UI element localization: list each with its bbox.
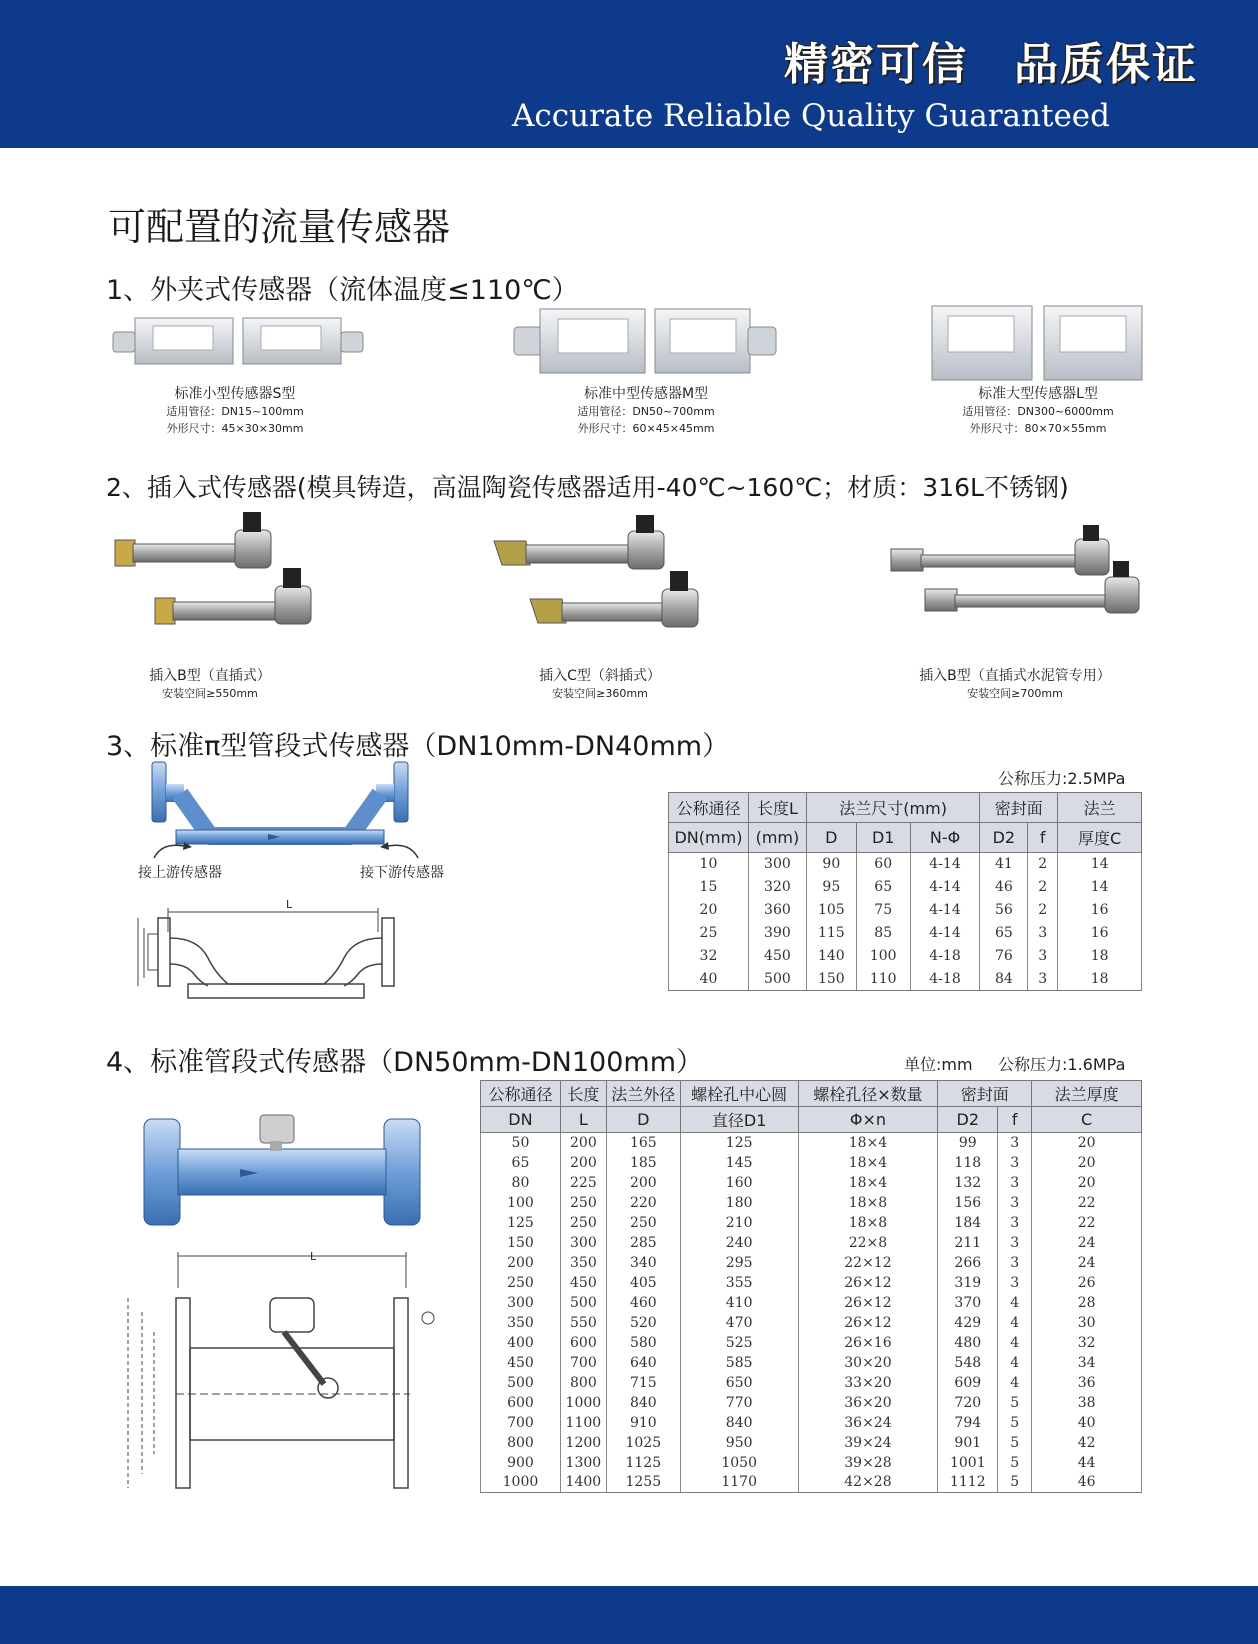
tube-subheader: f bbox=[998, 1107, 1032, 1133]
tube-table-cell: 1170 bbox=[680, 1473, 798, 1493]
pi-sensor-drawing bbox=[128, 898, 428, 1004]
slogan-chinese: 精密可信 品质保证 bbox=[784, 39, 1198, 90]
tube-table-cell: 1100 bbox=[560, 1413, 606, 1433]
pi-table-cell: 3 bbox=[1028, 922, 1058, 945]
pi-table-cell: 140 bbox=[806, 945, 856, 968]
pi-table-cell: 76 bbox=[980, 945, 1028, 968]
tube-table-cell: 250 bbox=[560, 1213, 606, 1233]
pi-table-cell: 500 bbox=[748, 968, 806, 991]
tube-table-cell: 150 bbox=[481, 1233, 561, 1253]
tube-table-row bbox=[481, 1153, 1142, 1173]
pi-header-length: 长度L bbox=[748, 793, 806, 823]
tube-table-cell: 4 bbox=[998, 1353, 1032, 1373]
tube-table-cell: 400 bbox=[481, 1333, 561, 1353]
tube-table-cell: 18×8 bbox=[798, 1193, 938, 1213]
clamp-s-caption bbox=[135, 386, 335, 437]
pi-header-seal: 密封面 bbox=[980, 793, 1058, 823]
tube-table-cell: 200 bbox=[606, 1173, 680, 1193]
tube-table-cell: 18×4 bbox=[798, 1173, 938, 1193]
clamp-s-name: 标准小型传感器S型 bbox=[174, 386, 296, 402]
tube-table-cell: 800 bbox=[560, 1373, 606, 1393]
tube-table-cell: 100 bbox=[481, 1193, 561, 1213]
pi-spec-table bbox=[668, 792, 1142, 991]
tube-table-cell: 300 bbox=[481, 1293, 561, 1313]
pi-table-cell: 32 bbox=[669, 945, 749, 968]
tube-table-cell: 650 bbox=[680, 1373, 798, 1393]
downstream-label: 接下游传感器 bbox=[360, 865, 444, 881]
pi-table-cell: 20 bbox=[669, 899, 749, 922]
tube-table-row bbox=[481, 1253, 1142, 1273]
tube-table-cell: 900 bbox=[481, 1453, 561, 1473]
clamp-m-pipe: 适用管径：DN50~700mm bbox=[577, 405, 715, 418]
tube-table-cell: 20 bbox=[1032, 1133, 1142, 1153]
tube-table-cell: 4 bbox=[998, 1373, 1032, 1393]
pi-table-cell: 4-14 bbox=[910, 922, 980, 945]
pi-table-cell: 41 bbox=[980, 853, 1028, 876]
insertion-b-caption bbox=[110, 668, 310, 702]
insertion-c-caption bbox=[500, 668, 700, 702]
tube-table-cell: 50 bbox=[481, 1133, 561, 1153]
tube-table-row bbox=[481, 1353, 1142, 1373]
pi-table-row bbox=[669, 922, 1142, 945]
pi-table-cell: 450 bbox=[748, 945, 806, 968]
clamp-m-size: 外形尺寸：60×45×45mm bbox=[577, 422, 715, 435]
tube-table-cell: 794 bbox=[938, 1413, 998, 1433]
tube-table-cell: 720 bbox=[938, 1393, 998, 1413]
section-3-heading: 3、标准π型管段式传感器（DN10mm-DN40mm） bbox=[106, 731, 730, 762]
tube-table-cell: 715 bbox=[606, 1373, 680, 1393]
tube-table-cell: 950 bbox=[680, 1433, 798, 1453]
clamp-l-caption bbox=[938, 386, 1138, 437]
pi-table-cell: 3 bbox=[1028, 968, 1058, 991]
page-title: 可配置的流量传感器 bbox=[108, 205, 451, 249]
tube-table-cell: 180 bbox=[680, 1193, 798, 1213]
tube-table-cell: 5 bbox=[998, 1453, 1032, 1473]
tube-table-row bbox=[481, 1193, 1142, 1213]
pi-subheader: 厚度C bbox=[1058, 823, 1142, 853]
tube-table-cell: 36×20 bbox=[798, 1393, 938, 1413]
tube-table-cell: 405 bbox=[606, 1273, 680, 1293]
clamp-m-caption bbox=[546, 386, 746, 437]
tube-table-cell: 30 bbox=[1032, 1313, 1142, 1333]
insertion-c-name: 插入C型（斜插式） bbox=[539, 668, 661, 684]
tube-table-cell: 125 bbox=[481, 1213, 561, 1233]
pi-subheader: N-Φ bbox=[910, 823, 980, 853]
tube-table-cell: 3 bbox=[998, 1233, 1032, 1253]
pi-header-dn: 公称通径 bbox=[669, 793, 749, 823]
pi-table-cell: 360 bbox=[748, 899, 806, 922]
tube-table-cell: 266 bbox=[938, 1253, 998, 1273]
tube-subheader: D bbox=[606, 1107, 680, 1133]
pi-table-cell: 3 bbox=[1028, 945, 1058, 968]
tube-table-cell: 1050 bbox=[680, 1453, 798, 1473]
tube-table-cell: 1200 bbox=[560, 1433, 606, 1453]
tube-table-cell: 225 bbox=[560, 1173, 606, 1193]
tube-table-cell: 4 bbox=[998, 1293, 1032, 1313]
tube-table-cell: 118 bbox=[938, 1153, 998, 1173]
pi-table-cell: 2 bbox=[1028, 899, 1058, 922]
tube-table-row bbox=[481, 1333, 1142, 1353]
tube-table-cell: 700 bbox=[481, 1413, 561, 1433]
tube-table-cell: 24 bbox=[1032, 1253, 1142, 1273]
tube-spec-table bbox=[480, 1080, 1142, 1493]
tube-table-cell: 1400 bbox=[560, 1473, 606, 1493]
tube-table-cell: 350 bbox=[560, 1253, 606, 1273]
insertion-sensor-b-image bbox=[105, 510, 315, 640]
tube-table-cell: 44 bbox=[1032, 1453, 1142, 1473]
tube-table-cell: 3 bbox=[998, 1133, 1032, 1153]
pi-table-cell: 4-14 bbox=[910, 853, 980, 876]
tube-table-cell: 30×20 bbox=[798, 1353, 938, 1373]
pi-table-cell: 110 bbox=[856, 968, 910, 991]
pi-table-cell: 85 bbox=[856, 922, 910, 945]
pi-table-row bbox=[669, 968, 1142, 991]
tube-header-flange-od: 法兰外径 bbox=[606, 1081, 680, 1107]
tube-table-cell: 1112 bbox=[938, 1473, 998, 1493]
tube-table-cell: 160 bbox=[680, 1173, 798, 1193]
pi-subheader: DN(mm) bbox=[669, 823, 749, 853]
tube-table-cell: 4 bbox=[998, 1313, 1032, 1333]
pi-subheader: f bbox=[1028, 823, 1058, 853]
tube-table-cell: 600 bbox=[560, 1333, 606, 1353]
tube-table-cell: 319 bbox=[938, 1273, 998, 1293]
tube-table-cell: 525 bbox=[680, 1333, 798, 1353]
tube-table-cell: 200 bbox=[560, 1133, 606, 1153]
pi-table-cell: 150 bbox=[806, 968, 856, 991]
clamp-s-pipe: 适用管径：DN15~100mm bbox=[166, 405, 304, 418]
tube-table-cell: 295 bbox=[680, 1253, 798, 1273]
tube-table-cell: 770 bbox=[680, 1393, 798, 1413]
tube-table-cell: 20 bbox=[1032, 1173, 1142, 1193]
tube-table-cell: 250 bbox=[560, 1193, 606, 1213]
pi-subheader: D2 bbox=[980, 823, 1028, 853]
pi-table-cell: 300 bbox=[748, 853, 806, 876]
tube-table-row bbox=[481, 1393, 1142, 1413]
tube-table-cell: 210 bbox=[680, 1213, 798, 1233]
pi-table-cell: 100 bbox=[856, 945, 910, 968]
pi-table-cell: 390 bbox=[748, 922, 806, 945]
tube-table-row bbox=[481, 1293, 1142, 1313]
tube-table-cell: 840 bbox=[606, 1393, 680, 1413]
pi-table-row bbox=[669, 945, 1142, 968]
tube-table-cell: 350 bbox=[481, 1313, 561, 1333]
tube-subheader: DN bbox=[481, 1107, 561, 1133]
tube-table-cell: 3 bbox=[998, 1213, 1032, 1233]
tube-table-cell: 480 bbox=[938, 1333, 998, 1353]
tube-sensor-image bbox=[140, 1105, 430, 1235]
tube-table-cell: 38 bbox=[1032, 1393, 1142, 1413]
insertion-b-cement-name: 插入B型（直插式水泥管专用） bbox=[919, 668, 1111, 684]
pi-subheader: (mm) bbox=[748, 823, 806, 853]
tube-subheader: Φ×n bbox=[798, 1107, 938, 1133]
tube-table-row bbox=[481, 1473, 1142, 1493]
tube-table-cell: 4 bbox=[998, 1333, 1032, 1353]
tube-table-cell: 80 bbox=[481, 1173, 561, 1193]
tube-table-row bbox=[481, 1133, 1142, 1153]
pi-table-cell: 14 bbox=[1058, 876, 1142, 899]
tube-table-cell: 184 bbox=[938, 1213, 998, 1233]
tube-table-cell: 250 bbox=[606, 1213, 680, 1233]
pi-table-row bbox=[669, 876, 1142, 899]
tube-table-cell: 46 bbox=[1032, 1473, 1142, 1493]
pi-table-cell: 90 bbox=[806, 853, 856, 876]
pi-table-cell: 18 bbox=[1058, 968, 1142, 991]
tube-table-cell: 22 bbox=[1032, 1213, 1142, 1233]
tube-table-cell: 26×16 bbox=[798, 1333, 938, 1353]
insertion-sensor-b-cement-image bbox=[885, 525, 1145, 635]
tube-table-cell: 125 bbox=[680, 1133, 798, 1153]
tube-table-cell: 20 bbox=[1032, 1153, 1142, 1173]
tube-table-cell: 211 bbox=[938, 1233, 998, 1253]
insertion-b-cement-space: 安装空间≥700mm bbox=[967, 687, 1063, 700]
pi-table-cell: 4-14 bbox=[910, 876, 980, 899]
tube-table-cell: 1000 bbox=[560, 1393, 606, 1413]
tube-table-cell: 18×4 bbox=[798, 1153, 938, 1173]
tube-table-cell: 340 bbox=[606, 1253, 680, 1273]
pi-table-cell: 2 bbox=[1028, 876, 1058, 899]
pi-table-cell: 95 bbox=[806, 876, 856, 899]
tube-table-cell: 5 bbox=[998, 1433, 1032, 1453]
tube-table-cell: 1125 bbox=[606, 1453, 680, 1473]
tube-table-cell: 370 bbox=[938, 1293, 998, 1313]
pi-table-cell: 40 bbox=[669, 968, 749, 991]
tube-table-cell: 410 bbox=[680, 1293, 798, 1313]
tube-table-cell: 1001 bbox=[938, 1453, 998, 1473]
tube-table-row bbox=[481, 1433, 1142, 1453]
tube-table-cell: 901 bbox=[938, 1433, 998, 1453]
tube-table-cell: 840 bbox=[680, 1413, 798, 1433]
tube-table-cell: 36×24 bbox=[798, 1413, 938, 1433]
tube-table-cell: 600 bbox=[481, 1393, 561, 1413]
tube-table-cell: 470 bbox=[680, 1313, 798, 1333]
insertion-b-name: 插入B型（直插式） bbox=[149, 668, 271, 684]
clamp-sensor-s-image bbox=[105, 312, 365, 372]
tube-table-cell: 22 bbox=[1032, 1193, 1142, 1213]
header-banner bbox=[0, 0, 1258, 148]
tube-table-cell: 32 bbox=[1032, 1333, 1142, 1353]
pi-table-body bbox=[669, 853, 1142, 991]
tube-header-bolt-circle: 螺栓孔中心圆 bbox=[680, 1081, 798, 1107]
tube-header-dn: 公称通径 bbox=[481, 1081, 561, 1107]
tube-header-seal: 密封面 bbox=[938, 1081, 1032, 1107]
tube-table-cell: 300 bbox=[560, 1233, 606, 1253]
tube-table-cell: 450 bbox=[481, 1353, 561, 1373]
insertion-b-cement-caption bbox=[900, 668, 1130, 702]
pi-table-cell: 65 bbox=[980, 922, 1028, 945]
tube-table-cell: 250 bbox=[481, 1273, 561, 1293]
pi-table-cell: 105 bbox=[806, 899, 856, 922]
tube-table-cell: 24 bbox=[1032, 1233, 1142, 1253]
pi-table-cell: 4-18 bbox=[910, 968, 980, 991]
tube-table-cell: 40 bbox=[1032, 1413, 1142, 1433]
pi-table-cell: 65 bbox=[856, 876, 910, 899]
tube-table-cell: 18×4 bbox=[798, 1133, 938, 1153]
tube-table-row bbox=[481, 1313, 1142, 1333]
tube-table-cell: 3 bbox=[998, 1193, 1032, 1213]
pi-table-cell: 4-18 bbox=[910, 945, 980, 968]
section-1-heading: 1、外夹式传感器（流体温度≤110℃） bbox=[106, 275, 579, 306]
tube-table-cell: 185 bbox=[606, 1153, 680, 1173]
tube-table-cell: 33×20 bbox=[798, 1373, 938, 1393]
pi-subheader: D bbox=[806, 823, 856, 853]
tube-table-cell: 165 bbox=[606, 1133, 680, 1153]
tube-table-cell: 910 bbox=[606, 1413, 680, 1433]
tube-table-cell: 200 bbox=[560, 1153, 606, 1173]
pi-subheader: D1 bbox=[856, 823, 910, 853]
tube-pressure-note: 公称压力:1.6MPa bbox=[998, 1055, 1126, 1074]
tube-table-cell: 500 bbox=[560, 1293, 606, 1313]
tube-table-cell: 3 bbox=[998, 1273, 1032, 1293]
tube-table-row bbox=[481, 1273, 1142, 1293]
tube-table-body bbox=[481, 1133, 1142, 1493]
tube-table-cell: 609 bbox=[938, 1373, 998, 1393]
tube-table-cell: 1255 bbox=[606, 1473, 680, 1493]
tube-table-row bbox=[481, 1213, 1142, 1233]
pi-table-cell: 25 bbox=[669, 922, 749, 945]
tube-subheader: D2 bbox=[938, 1107, 998, 1133]
tube-table-cell: 548 bbox=[938, 1353, 998, 1373]
tube-table-cell: 500 bbox=[481, 1373, 561, 1393]
pi-table-cell: 115 bbox=[806, 922, 856, 945]
tube-subheader: C bbox=[1032, 1107, 1142, 1133]
pi-table-cell: 2 bbox=[1028, 853, 1058, 876]
pi-table-cell: 16 bbox=[1058, 899, 1142, 922]
tube-table-cell: 26 bbox=[1032, 1273, 1142, 1293]
tube-table-cell: 65 bbox=[481, 1153, 561, 1173]
unit-note: 单位:mm bbox=[904, 1055, 973, 1074]
tube-table-cell: 240 bbox=[680, 1233, 798, 1253]
tube-table-cell: 145 bbox=[680, 1153, 798, 1173]
tube-table-cell: 1300 bbox=[560, 1453, 606, 1473]
tube-table-cell: 3 bbox=[998, 1253, 1032, 1273]
insertion-c-space: 安装空间≥360mm bbox=[552, 687, 648, 700]
tube-table-cell: 5 bbox=[998, 1473, 1032, 1493]
tube-table-cell: 18×8 bbox=[798, 1213, 938, 1233]
tube-table-cell: 520 bbox=[606, 1313, 680, 1333]
tube-table-cell: 700 bbox=[560, 1353, 606, 1373]
clamp-sensor-m-image bbox=[510, 305, 780, 380]
tube-table-row bbox=[481, 1173, 1142, 1193]
pi-table-cell: 15 bbox=[669, 876, 749, 899]
pi-sensor-arrows bbox=[152, 840, 422, 860]
pi-table-cell: 75 bbox=[856, 899, 910, 922]
slogan-english: Accurate Reliable Quality Guaranteed bbox=[512, 98, 1110, 134]
tube-table-cell: 285 bbox=[606, 1233, 680, 1253]
pi-table-cell: 56 bbox=[980, 899, 1028, 922]
tube-table-cell: 220 bbox=[606, 1193, 680, 1213]
insertion-b-space: 安装空间≥550mm bbox=[162, 687, 258, 700]
tube-table-cell: 640 bbox=[606, 1353, 680, 1373]
tube-table-cell: 42×28 bbox=[798, 1473, 938, 1493]
tube-table-cell: 450 bbox=[560, 1273, 606, 1293]
insertion-sensor-c-image bbox=[490, 515, 710, 640]
pi-table-cell: 320 bbox=[748, 876, 806, 899]
tube-table-cell: 22×12 bbox=[798, 1253, 938, 1273]
tube-subheader: L bbox=[560, 1107, 606, 1133]
tube-sensor-drawing bbox=[120, 1248, 455, 1498]
tube-table-cell: 800 bbox=[481, 1433, 561, 1453]
tube-header-thickness: 法兰厚度 bbox=[1032, 1081, 1142, 1107]
tube-table-cell: 26×12 bbox=[798, 1273, 938, 1293]
clamp-sensor-l-image bbox=[928, 302, 1148, 384]
tube-table-cell: 3 bbox=[998, 1173, 1032, 1193]
tube-table-cell: 99 bbox=[938, 1133, 998, 1153]
pi-table-row bbox=[669, 899, 1142, 922]
pi-header-flange-c: 法兰 bbox=[1058, 793, 1142, 823]
clamp-l-name: 标准大型传感器L型 bbox=[978, 386, 1098, 402]
tube-table-cell: 429 bbox=[938, 1313, 998, 1333]
footer-band bbox=[0, 1586, 1258, 1644]
tube-table-cell: 460 bbox=[606, 1293, 680, 1313]
pi-pressure-note: 公称压力:2.5MPa bbox=[998, 769, 1126, 788]
pi-header-flange: 法兰尺寸(mm) bbox=[806, 793, 980, 823]
pi-table-cell: 60 bbox=[856, 853, 910, 876]
pi-table-cell: 14 bbox=[1058, 853, 1142, 876]
tube-table-cell: 200 bbox=[481, 1253, 561, 1273]
upstream-label: 接上游传感器 bbox=[138, 865, 222, 881]
pi-table-cell: 4-14 bbox=[910, 899, 980, 922]
pi-drawing-length-label: L bbox=[286, 898, 293, 911]
tube-table-cell: 580 bbox=[606, 1333, 680, 1353]
tube-table-row bbox=[481, 1413, 1142, 1433]
clamp-m-name: 标准中型传感器M型 bbox=[583, 386, 709, 402]
tube-table-cell: 156 bbox=[938, 1193, 998, 1213]
tube-table-cell: 1025 bbox=[606, 1433, 680, 1453]
tube-table-row bbox=[481, 1233, 1142, 1253]
tube-table-cell: 26×12 bbox=[798, 1293, 938, 1313]
tube-table-cell: 28 bbox=[1032, 1293, 1142, 1313]
pi-table-cell: 84 bbox=[980, 968, 1028, 991]
tube-table-cell: 42 bbox=[1032, 1433, 1142, 1453]
tube-table-cell: 550 bbox=[560, 1313, 606, 1333]
clamp-s-size: 外形尺寸：45×30×30mm bbox=[166, 422, 304, 435]
tube-table-cell: 1000 bbox=[481, 1473, 561, 1493]
tube-table-cell: 39×28 bbox=[798, 1453, 938, 1473]
tube-table-cell: 5 bbox=[998, 1413, 1032, 1433]
tube-header-length: 长度 bbox=[560, 1081, 606, 1107]
tube-table-cell: 22×8 bbox=[798, 1233, 938, 1253]
pi-table-cell: 16 bbox=[1058, 922, 1142, 945]
pi-table-cell: 46 bbox=[980, 876, 1028, 899]
tube-table-cell: 3 bbox=[998, 1153, 1032, 1173]
pi-table-cell: 10 bbox=[669, 853, 749, 876]
tube-table-cell: 355 bbox=[680, 1273, 798, 1293]
tube-table-cell: 132 bbox=[938, 1173, 998, 1193]
clamp-l-size: 外形尺寸：80×70×55mm bbox=[969, 422, 1107, 435]
pi-table-row bbox=[669, 853, 1142, 876]
tube-table-row bbox=[481, 1373, 1142, 1393]
tube-table-cell: 39×24 bbox=[798, 1433, 938, 1453]
tube-header-bolt-hole: 螺栓孔径×数量 bbox=[798, 1081, 938, 1107]
tube-table-cell: 585 bbox=[680, 1353, 798, 1373]
tube-table-cell: 34 bbox=[1032, 1353, 1142, 1373]
tube-table-cell: 36 bbox=[1032, 1373, 1142, 1393]
tube-drawing-length-label: L bbox=[310, 1250, 317, 1263]
tube-table-row bbox=[481, 1453, 1142, 1473]
section-2-heading: 2、插入式传感器(模具铸造，高温陶瓷传感器适用-40℃~160℃；材质：316L不锈钢) bbox=[106, 473, 1069, 502]
pi-table-cell: 18 bbox=[1058, 945, 1142, 968]
tube-subheader: 直径D1 bbox=[680, 1107, 798, 1133]
clamp-l-pipe: 适用管径：DN300~6000mm bbox=[962, 405, 1114, 418]
tube-table-cell: 5 bbox=[998, 1393, 1032, 1413]
tube-table-cell: 26×12 bbox=[798, 1313, 938, 1333]
section-4-heading: 4、标准管段式传感器（DN50mm-DN100mm） bbox=[106, 1047, 703, 1078]
